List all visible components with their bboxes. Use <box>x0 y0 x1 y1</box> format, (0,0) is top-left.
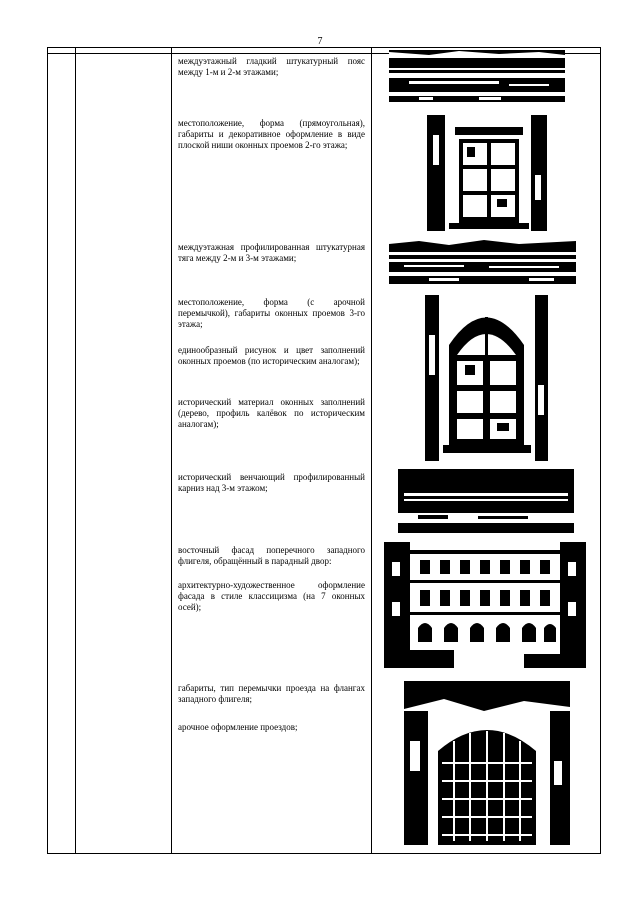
arched-passage-photo <box>404 681 570 845</box>
row-text-11: арочное оформление проездов; <box>178 722 298 732</box>
row-text-2: местоположение, форма (прямоугольная), габариты и декоративное оформление в виде плоской ниши оконных проемов 2-го этажа; <box>178 118 365 150</box>
row-text-10: габариты, тип перемычки проезда на флангах западного флигеля; <box>178 683 365 704</box>
row-text-6: исторический материал оконных заполнений (дерево, профиль калёвок по историческим аналогам); <box>178 397 365 429</box>
row-text-5: единообразный рисунок и цвет заполнений оконных проемов (по историческим аналогам); <box>178 345 365 366</box>
row-text-3: междуэтажная профилированная штукатурная тяга между 2-м и 3-м этажами; <box>178 242 365 263</box>
third-floor-arched-window-photo <box>425 295 548 461</box>
page-number: 7 <box>317 36 323 47</box>
column-divider-1 <box>75 47 76 854</box>
second-floor-window-photo <box>427 115 547 231</box>
row-text-8: восточный фасад поперечного западного флигеля, обращённый в парадный двор: <box>178 545 365 566</box>
row-text-4: местоположение, форма (с арочной перемычкой), габариты оконных проемов 3-го этажа; <box>178 297 365 329</box>
row-text-7: исторический венчающий профилированный карниз над 3-м этажом; <box>178 472 365 493</box>
column-divider-2 <box>171 47 172 854</box>
column-divider-3 <box>371 47 372 854</box>
row-text-1: междуэтажный гладкий штукатурный пояс между 1-м и 2-м этажами; <box>178 56 365 77</box>
row-text-9: архитектурно-художественное оформление фасада в стиле классицизма (на 7 оконных осей); <box>178 580 365 612</box>
cornice-between-floors-2-3-photo <box>389 238 576 290</box>
band-between-floors-1-2-photo <box>389 50 565 106</box>
east-facade-courtyard-photo <box>384 542 586 668</box>
crowning-cornice-photo <box>398 469 574 533</box>
